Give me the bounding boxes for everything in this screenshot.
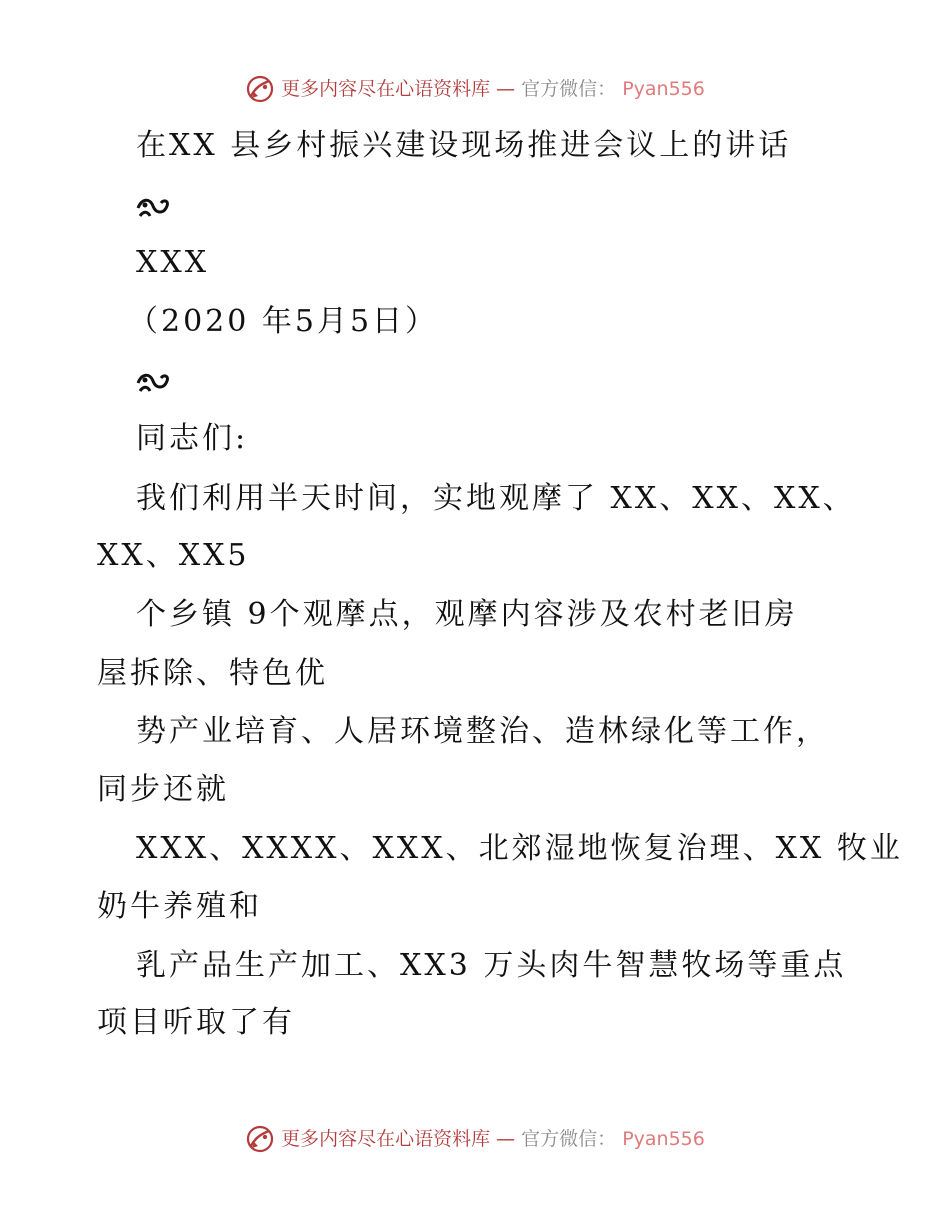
banner-main-text: 更多内容尽在心语资料库 bbox=[281, 1128, 491, 1150]
body-line: XX、XX5 bbox=[97, 538, 250, 573]
banner-dash: — bbox=[496, 1128, 516, 1150]
banner-main-text: 更多内容尽在心语资料库 bbox=[281, 78, 491, 100]
document-title: 在XX 县乡村振兴建设现场推进会议上的讲话 bbox=[136, 128, 792, 163]
footer-banner bbox=[0, 1124, 950, 1154]
speech-date: （2020 年5月5日） bbox=[128, 304, 439, 339]
body-line: 势产业培育、人居环境整治、造林绿化等工作， bbox=[136, 714, 829, 749]
fleuron-divider-icon bbox=[136, 196, 170, 220]
body-line: 我们利用半天时间，实地观摩了 XX、XX、XX、 bbox=[136, 481, 856, 516]
body-line: XXX、XXXX、XXX、北郊湿地恢复治理、XX 牧业 bbox=[136, 831, 903, 866]
body-line: 项目听取了有 bbox=[97, 1005, 295, 1040]
body-line: 同步还就 bbox=[97, 772, 229, 807]
salutation: 同志们: bbox=[136, 421, 249, 456]
fleuron-divider-icon bbox=[136, 371, 170, 395]
brush-pen-logo-icon bbox=[245, 74, 275, 104]
banner-wechat-label: 官方微信： bbox=[521, 78, 617, 100]
body-line: 奶牛养殖和 bbox=[97, 889, 262, 924]
brush-pen-logo-icon bbox=[245, 1124, 275, 1154]
header-banner bbox=[0, 74, 950, 104]
speaker-name: XXX bbox=[136, 245, 210, 280]
banner-wechat-id: Pyan556 bbox=[622, 78, 705, 100]
body-line: 个乡镇 9个观摩点，观摩内容涉及农村老旧房 bbox=[136, 597, 798, 632]
banner-wechat-label: 官方微信： bbox=[521, 1128, 617, 1150]
banner-dash: — bbox=[496, 78, 516, 100]
body-line: 乳产品生产加工、XX3 万头肉牛智慧牧场等重点 bbox=[136, 948, 847, 983]
banner-wechat-id: Pyan556 bbox=[622, 1128, 705, 1150]
body-line: 屋拆除、特色优 bbox=[97, 656, 328, 691]
